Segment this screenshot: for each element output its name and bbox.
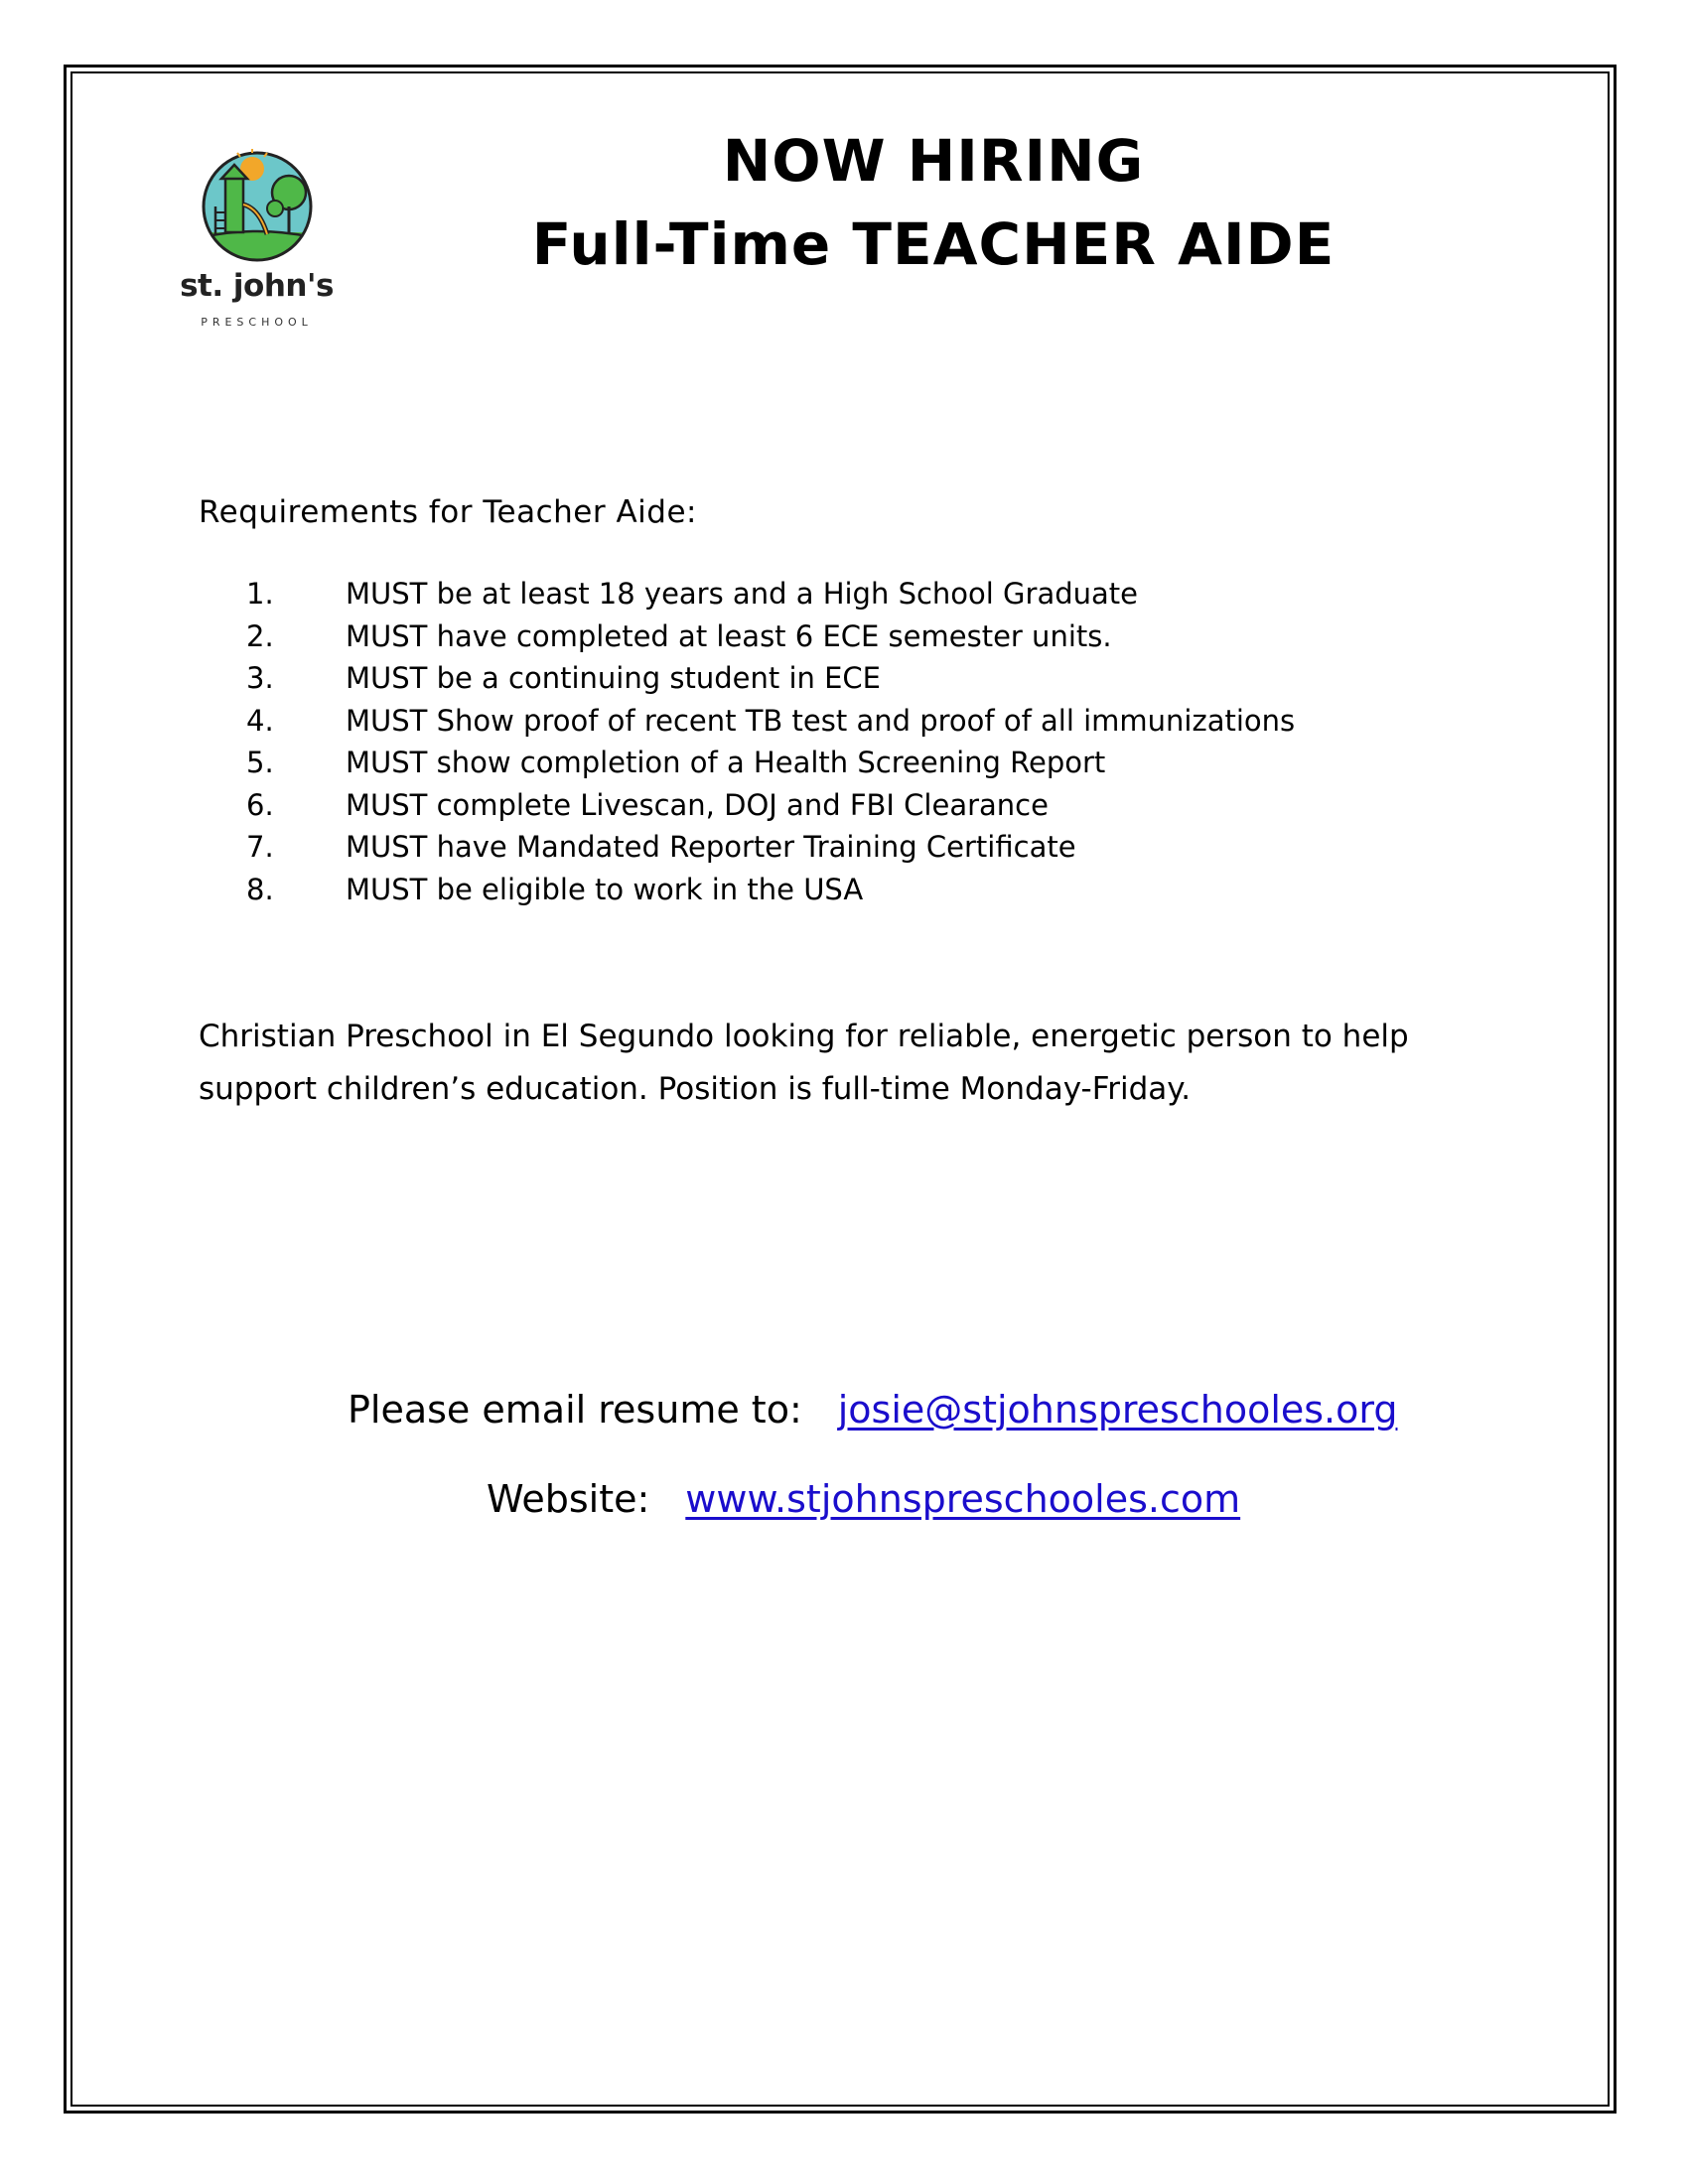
- email-contact: [348, 1388, 1397, 1432]
- logo-name: st. john's: [180, 268, 334, 304]
- job-description: [199, 1011, 1489, 1116]
- website-contact: [487, 1477, 1240, 1521]
- logo-subtitle: PRESCHOOL: [201, 316, 313, 329]
- headline-now-hiring: NOW HIRING: [722, 127, 1145, 195]
- list-number: 7.: [246, 830, 274, 864]
- list-item: [246, 700, 1295, 743]
- requirements-heading: Requirements for Teacher Aide:: [199, 494, 697, 530]
- list-text: MUST be a continuing student in ECE: [346, 661, 881, 695]
- playground-tree-sun-icon: [198, 147, 317, 266]
- list-number: 8.: [246, 872, 274, 906]
- description-line: support children’s education. Position is full-time Monday-Friday.: [199, 1071, 1192, 1107]
- list-item: [246, 742, 1295, 784]
- requirements-list: [246, 573, 1295, 910]
- headline-position: Full-Time TEACHER AIDE: [531, 210, 1336, 278]
- list-item: [246, 869, 1295, 911]
- list-item: [246, 784, 1295, 827]
- email-link[interactable]: josie@stjohnspreschooles.org: [837, 1388, 1398, 1432]
- list-text: MUST have Mandated Reporter Training Certificate: [346, 830, 1076, 864]
- website-label: Website:: [487, 1477, 650, 1521]
- list-number: 3.: [246, 661, 274, 695]
- school-logo: [175, 147, 339, 336]
- website-link[interactable]: www.stjohnspreschooles.com: [685, 1477, 1241, 1521]
- list-item: [246, 657, 1295, 700]
- list-text: MUST Show proof of recent TB test and proof of all immunizations: [346, 703, 1296, 738]
- list-item: [246, 573, 1295, 615]
- list-text: MUST show completion of a Health Screening Report: [346, 746, 1106, 779]
- description-line: Christian Preschool in El Segundo looking for reliable, energetic person to help: [199, 1019, 1409, 1054]
- list-text: MUST have completed at least 6 ECE semester units.: [346, 618, 1112, 653]
- list-number: 1.: [246, 577, 274, 611]
- email-label: Please email resume to:: [348, 1388, 802, 1432]
- list-number: 6.: [246, 787, 274, 822]
- list-number: 4.: [246, 703, 274, 738]
- list-text: MUST be at least 18 years and a High School Graduate: [346, 577, 1138, 611]
- list-item: [246, 826, 1295, 869]
- list-text: MUST be eligible to work in the USA: [346, 872, 864, 906]
- list-number: 2.: [246, 618, 274, 653]
- list-item: [246, 615, 1295, 658]
- list-text: MUST complete Livescan, DOJ and FBI Clearance: [346, 787, 1049, 822]
- list-number: 5.: [246, 746, 274, 779]
